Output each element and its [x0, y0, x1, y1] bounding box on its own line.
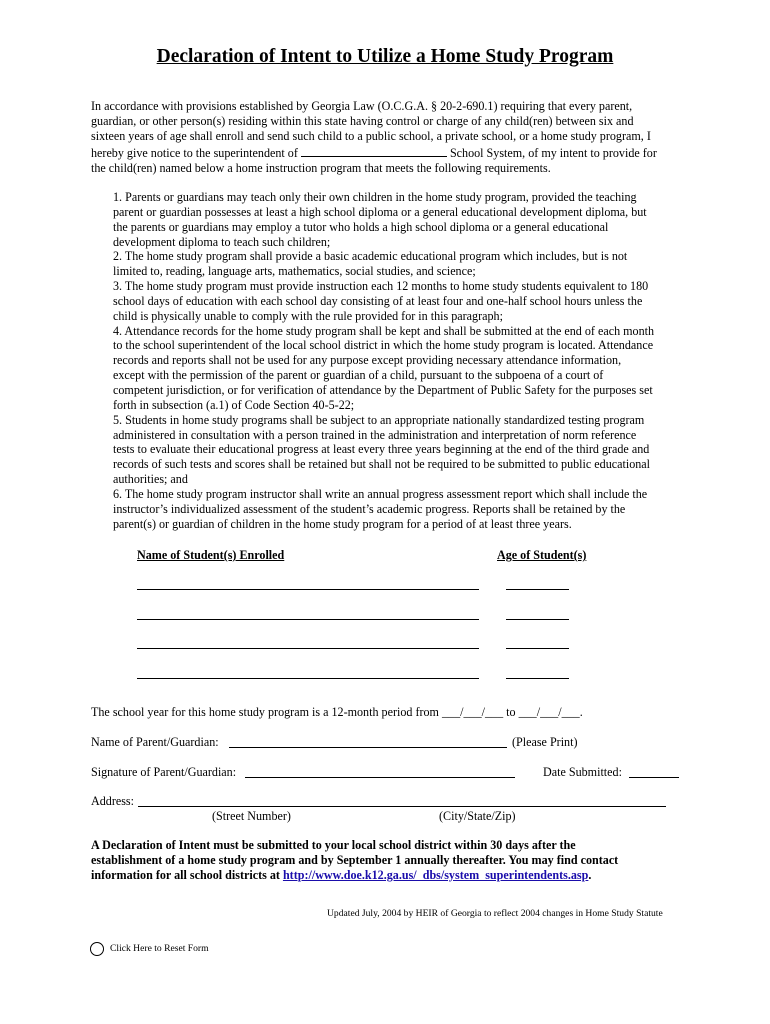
student-age-field-1[interactable]	[506, 589, 569, 590]
requirements-list	[113, 190, 693, 531]
requirement-line: 4. Attendance records for the home study program shall be kept and shall be submitted at the end of each month	[113, 323, 655, 338]
notice-line	[91, 868, 691, 883]
city-state-zip-caption: (City/State/Zip)	[439, 809, 516, 823]
updated-note: Updated July, 2004 by HEIR of Georgia to reflect 2004 changes in Home Study Statute	[327, 908, 663, 919]
requirement-line: 5. Students in home study programs shall be subject to an appropriate nationally standardized testing program	[113, 412, 645, 427]
student-age-header: Age of Student(s)	[497, 548, 587, 562]
page-title: Declaration of Intent to Utilize a Home Study Program	[156, 46, 614, 67]
student-age-field-3[interactable]	[506, 648, 569, 649]
intro-line	[91, 145, 691, 161]
date-submitted-field[interactable]	[629, 777, 679, 778]
student-age-field-2[interactable]	[506, 619, 569, 620]
requirement-line: 2. The home study program shall provide a basic academic educational program which includes, but is not	[113, 249, 628, 264]
parent-name-field[interactable]	[229, 747, 507, 748]
notice-line: establishment of a home study program and by September 1 annually thereafter. You may find contact	[91, 853, 619, 867]
notice-line: A Declaration of Intent must be submitted to your local school district within 30 days after the	[91, 838, 576, 852]
requirement-line: administered in consultation with a person trained in the administration and interpretation of norm reference	[113, 427, 637, 442]
radio-circle-icon[interactable]	[90, 942, 104, 956]
requirement-line: the parents or guardians may employ a tutor who holds a high school diploma or a general educational	[113, 219, 609, 234]
student-age-field-4[interactable]	[506, 678, 569, 679]
requirement-line: forth in subsection (a.1) of Code Section 40-5-22;	[113, 397, 355, 412]
requirement-line: authorities; and	[113, 472, 188, 487]
date-submitted-label: Date Submitted:	[543, 765, 622, 779]
address-label: Address:	[91, 794, 134, 808]
reset-form-label[interactable]: Click Here to Reset Form	[110, 943, 209, 954]
please-print-label: (Please Print)	[512, 735, 578, 749]
street-number-caption: (Street Number)	[212, 809, 291, 823]
school-year-line[interactable]: The school year for this home study program is a 12-month period from ___/___/___ to ___/___/___.	[91, 705, 583, 719]
notice-line3-pre: information for all school districts at	[91, 868, 280, 882]
submission-notice	[91, 838, 691, 883]
intro-line: the child(ren) named below a home instruction program that meets the following requirements.	[91, 160, 551, 175]
requirement-line: 1. Parents or guardians may teach only their own children in the home study program, provided the teaching	[113, 190, 637, 204]
superintendents-link[interactable]: http://www.doe.k12.ga.us/_dbs/system_superintendents.asp	[282, 868, 589, 882]
student-name-field-3[interactable]	[137, 648, 479, 649]
requirement-line: competent jurisdiction, or for verification of attendance by the Department of Public Safety for the purposes set	[113, 382, 653, 397]
intro-line4-post: School System, of my intent to provide for	[449, 145, 657, 160]
student-name-field-1[interactable]	[137, 589, 479, 590]
requirement-line: limited to, reading, language arts, mathematics, social studies, and science;	[113, 264, 476, 279]
signature-field[interactable]	[245, 777, 515, 778]
intro-line: In accordance with provisions established by Georgia Law (O.C.G.A. § 20-2-690.1) requiring that every parent,	[91, 99, 633, 113]
requirement-line: tests to evaluate their educational progress at least every three years beginning at the end of the third grade and	[113, 442, 650, 457]
intro-line: guardian, or other person(s) residing within this state having control or charge of any child(ren) between six and	[91, 114, 634, 129]
notice-line3-post: .	[588, 868, 592, 882]
requirement-line: records and reports shall not be used for any purpose except providing necessary attendance information,	[113, 353, 622, 368]
requirement-line: parent or guardian possesses at least a high school diploma or a general educational development diploma, but	[113, 204, 647, 219]
parent-name-label: Name of Parent/Guardian:	[91, 735, 219, 749]
signature-label: Signature of Parent/Guardian:	[91, 765, 237, 779]
intro-paragraph	[91, 99, 691, 176]
student-name-field-2[interactable]	[137, 619, 479, 620]
requirement-line: school days of education with each school day consisting of at least four and one-half school hours unless the	[113, 293, 643, 308]
requirement-line: child is physically unable to comply with the rule provided for in this paragraph;	[113, 308, 503, 323]
requirement-line: except with the permission of the parent or guardian of a child, pursuant to the subpoena of a court of	[113, 368, 604, 383]
superintendent-field[interactable]	[301, 145, 447, 157]
student-name-header: Name of Student(s) Enrolled	[137, 548, 285, 562]
requirement-line: development diploma to teach such children;	[113, 234, 331, 249]
requirement-line: to the school superintendent of the local school district in which the home study program is located. Attendance	[113, 338, 654, 353]
requirement-line: parent(s) or guardian of children in the home study program for a period of at least three years.	[113, 516, 572, 531]
requirement-line: instructor’s individualized assessment of the student’s academic progress. Reports shall be retained by the	[113, 501, 626, 516]
requirement-line: 6. The home study program instructor shall write an annual progress assessment report which shall include the	[113, 486, 648, 501]
intro-line4-pre: hereby give notice to the superintendent of	[91, 145, 298, 160]
intro-line: sixteen years of age shall enroll and send such child to a public school, a private school, or a home study program, I	[91, 129, 651, 144]
student-name-field-4[interactable]	[137, 678, 479, 679]
requirement-line: records of such tests and scores shall be retained but shall not be required to be submitted to public educational	[113, 457, 651, 472]
address-field[interactable]	[138, 806, 666, 807]
requirement-line: 3. The home study program must provide instruction each 12 months to home study students equivalent to 180	[113, 279, 649, 294]
